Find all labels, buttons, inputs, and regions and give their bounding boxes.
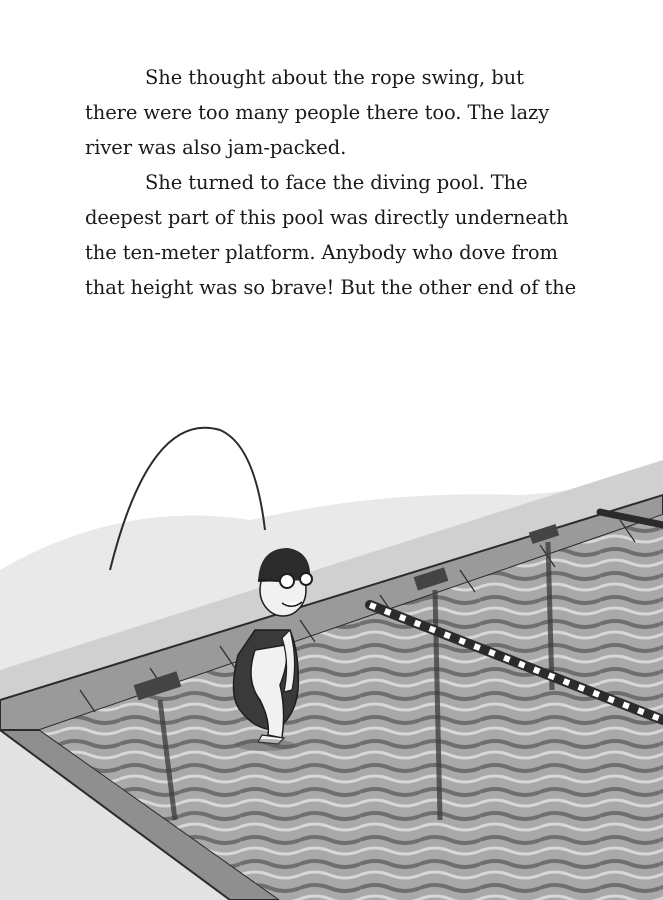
- text-line: deepest part of this pool was directly underneath: [85, 206, 569, 229]
- goggles-icon: [280, 574, 294, 588]
- text-line: that height was so brave! But the other end of the: [85, 276, 577, 299]
- paragraph-1: [85, 60, 585, 165]
- paragraph-2: [85, 165, 585, 305]
- story-text: [85, 60, 585, 305]
- text-line: river was also jam-packed.: [85, 136, 347, 159]
- text-line: She turned to face the diving pool. The: [145, 171, 528, 194]
- pool-illustration: [0, 400, 663, 900]
- text-line: She thought about the rope swing, but: [145, 66, 524, 89]
- text-line: there were too many people there too. The lazy: [85, 101, 550, 124]
- text-line: the ten-meter platform. Anybody who dove from: [85, 241, 558, 264]
